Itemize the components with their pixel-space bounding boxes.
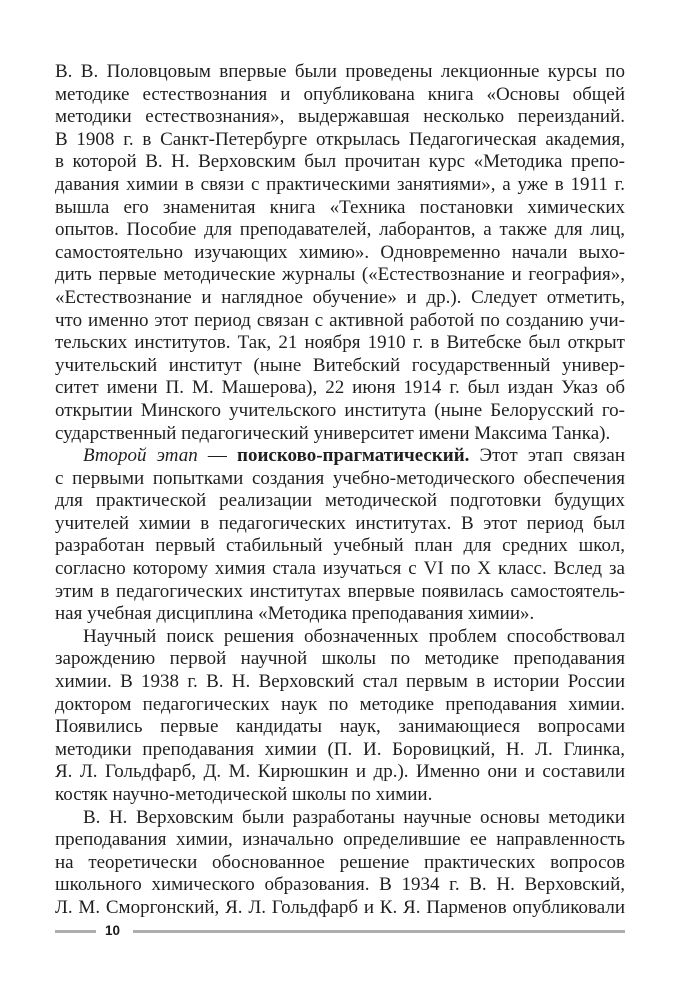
paragraph bbox=[55, 445, 625, 626]
stage-heading-line bbox=[55, 445, 625, 468]
text-line: вышла его знаменитая книга «Техника постановки химических bbox=[55, 196, 625, 218]
text-line: Научный поиск решения обозначенных проблем способствовал bbox=[83, 625, 625, 647]
text-line: ная учебная дисциплина «Методика преподавания химии». bbox=[55, 603, 535, 625]
footer-rule-right bbox=[133, 930, 625, 933]
text-line: этим в педагогических институтах впервые появилась самостоятель- bbox=[55, 580, 625, 602]
text-line: В. В. Половцовым впервые были проведены лекционные курсы по bbox=[55, 61, 625, 82]
text-line: ситет имени П. М. Машерова), 22 июня 1914 г. был издан Указ об bbox=[55, 377, 625, 399]
text-line: методики естествознания», выдержавшая несколько переизданий. bbox=[55, 106, 625, 128]
text-line: доктором педагогических наук по методике преподавания химии. bbox=[55, 693, 625, 715]
stage-title-bold: поисково-прагматический. bbox=[237, 445, 470, 467]
text-line: В. Н. Верховским были разработаны научные основы методики bbox=[83, 806, 625, 828]
text-line: открытии Минского учительского института (ныне Белорусский го- bbox=[55, 399, 625, 421]
text-line: школьного химического образования. В 1934 г. В. Н. Верховский, bbox=[55, 874, 625, 896]
page-footer bbox=[55, 922, 625, 940]
text-line: Л. М. Сморгонский, Я. Л. Гольдфарб и К. Я. Парменов опубликовали bbox=[55, 896, 625, 918]
text-line: что именно этот период связан с активной работой по созданию учи- bbox=[55, 309, 625, 331]
text-line: самостоятельно изучающих химию». Одновременно начали выхо- bbox=[55, 241, 625, 263]
text-line: методики преподавания химии (П. И. Боровицкий, Н. Л. Глинка, bbox=[55, 738, 625, 760]
text-line: давания химии в связи с практическими занятиями», а уже в 1911 г. bbox=[55, 173, 625, 195]
text-line: с первыми попытками создания учебно-методического обеспечения bbox=[55, 467, 625, 489]
text-block bbox=[55, 61, 625, 920]
text-line: тельских институтов. Так, 21 ноября 1910 г. в Витебске был открыт bbox=[55, 332, 625, 354]
text-line: в которой В. Н. Верховским был прочитан курс «Методика препо- bbox=[55, 151, 625, 173]
footer-rule-left bbox=[55, 930, 96, 933]
text-line: сударственный педагогический университет имени Максима Танка). bbox=[55, 422, 611, 444]
text-line: согласно которому химия стала изучаться с VI по X класс. Вслед за bbox=[55, 558, 625, 580]
text-line: разработан первый стабильный учебный план для средних школ, bbox=[55, 535, 625, 557]
text-line: методике естествознания и опубликована книга «Основы общей bbox=[55, 83, 625, 105]
text-line: учительский институт (ныне Витебский государственный универ- bbox=[55, 354, 625, 376]
paragraph bbox=[55, 807, 625, 920]
text-line: на теоретически обоснованное решение практических вопросов bbox=[55, 851, 625, 873]
text-line: дить первые методические журналы («Естествознание и география», bbox=[55, 264, 625, 286]
text-line: костяк научно-методической школы по химии. bbox=[55, 784, 433, 805]
text-line: для практической реализации методической подготовки будущих bbox=[55, 490, 625, 512]
text-line: В 1908 г. в Санкт-Петербурге открылась Педагогическая академия, bbox=[55, 128, 625, 150]
text-line: опытов. Пособие для преподавателей, лаборантов, а также для лиц, bbox=[55, 219, 625, 241]
page-number: 10 bbox=[105, 923, 121, 938]
paragraph bbox=[55, 61, 625, 445]
paragraph bbox=[55, 626, 625, 807]
text-line: зарождению первой научной школы по методике преподавания bbox=[55, 648, 625, 670]
stage-line-rest: Этот этап связан bbox=[469, 445, 625, 467]
stage-name-italic: Второй этап bbox=[83, 445, 198, 467]
text-line: Появились первые кандидаты наук, занимающиеся вопросами bbox=[55, 716, 625, 738]
stage-dash: — bbox=[197, 445, 238, 467]
text-line: преподавания химии, изначально определившие ее направленность bbox=[55, 829, 625, 851]
text-line: «Естествознание и наглядное обучение» и др.). Следует отметить, bbox=[55, 286, 625, 308]
text-line: химии. В 1938 г. В. Н. Верховский стал первым в истории России bbox=[55, 671, 625, 693]
text-line: Я. Л. Гольдфарб, Д. М. Кирюшкин и др.). Именно они и составили bbox=[55, 761, 625, 783]
text-line: учителей химии в педагогических институтах. В этот период был bbox=[55, 512, 625, 534]
